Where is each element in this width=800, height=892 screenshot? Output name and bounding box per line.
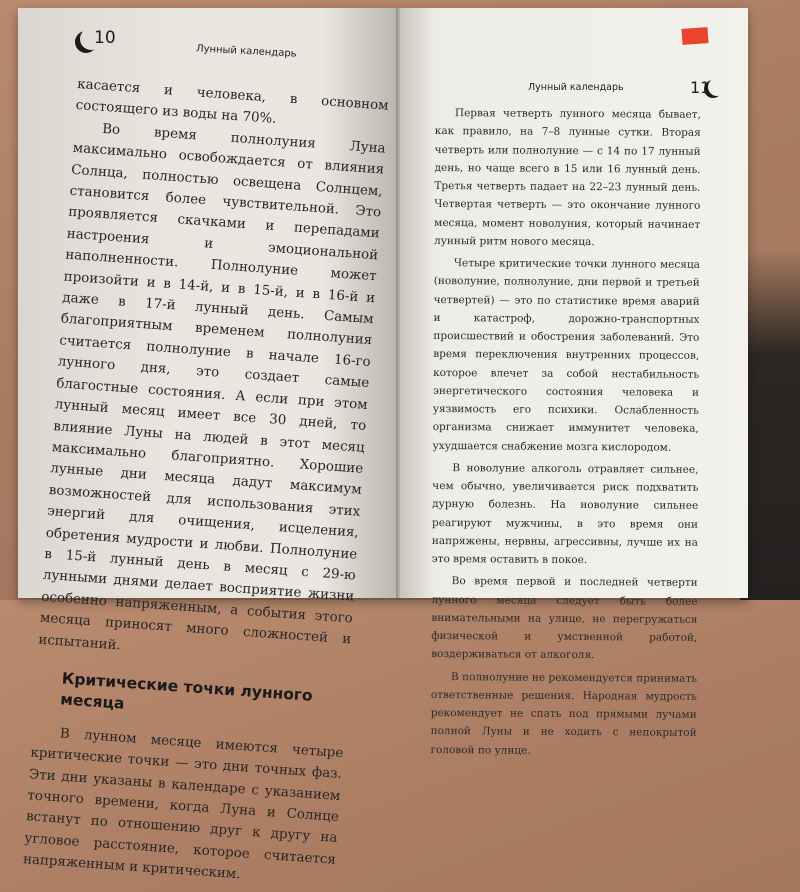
crescent-moon-icon bbox=[708, 78, 726, 96]
bookmark-ribbon bbox=[681, 27, 708, 45]
paragraph: касается и человека, в основном состоящего из воды на 70%. bbox=[75, 76, 390, 128]
paragraph: В полнолуние не рекомендуется принимать ответственные решения. Народная мудрость рекомендует не спать под прямыми лучами полной Луны и не ходить с непокрытой головой по улице. bbox=[430, 670, 698, 757]
table-shadow bbox=[740, 250, 800, 600]
paragraph: Четыре критические точки лунного месяца (новолуние, полнолуние, дни первой и третьей четвертей) — это по статистике время аварий и катастроф, дорожно-транспортных происшествий и обострения заболеваний. Это время переключения внутренних процессов, которое влечет за собой нестабильность энергетического состояния человека и уязвимость его психики. Ослабленность организма снижает иммунитет человека, ухудшается снабжение мозга кислородом. bbox=[432, 257, 700, 454]
paragraph: Во время полнолуния Луна максимально освобождается от влияния Солнца, полностью освещена Солнцем, становится более чувствительной. Это проявляется скачками и перепадами настроения и эмоциональной наполненности. Полнолуние может произойти и в 14-й, и в 15-й, и в 16-й и даже в 17-й лунный день. Самым благоприятным временем полнолуния считается полнолуние в начале 16-го лунного дня, это создает самые благостные состояния. А если при этом лунный месяц имеет все 30 дней, то влияние Луны на людей в этот месяц максимально благоприятно. Хорошие лунные дни месяца дадут максимум возможностей для использования этих энергий для очищения, исцеления, обретения мудрости и любви. Полнолуние в 15-й лунный день в месяц с 29-ю лунными днями делает восприятие жизни особенно напряженным, а события этого месяца приносят много сложностей и испытаний. bbox=[37, 121, 387, 653]
right-page bbox=[400, 8, 748, 757]
paragraph: В новолуние алкоголь отравляет сильнее, чем обычно, увеличивается риск подхватить дурную болезнь. На новолуние сильнее реагируют мужчины, в это время они напряжены, нервны, агрессивны, лучше их на это время оставить в покое. bbox=[431, 461, 699, 567]
page-number: 10 bbox=[94, 28, 116, 48]
section-heading: Критические точки лунного месяца bbox=[59, 669, 314, 714]
running-head: Лунный календарь bbox=[528, 82, 624, 93]
left-page bbox=[18, 8, 398, 883]
page-number: 11 bbox=[690, 78, 711, 97]
paragraph: Первая четверть лунного месяца бывает, как правило, на 7–8 лунные сутки. Вторая четверть или полнолуние — с 14 по 17 лунный день, но чаще всего в 15 или 16 лунный день. Третья четверть падает на 22–23 лунный день. Четвертая четверть — это окончание лунного месяца, момент новолуния, который начинает лунный ритм нового месяца. bbox=[434, 107, 701, 248]
paragraph: Во время первой и последней четверти лунного месяца следует быть более внимательными на улице, не перегружаться физической и умственной работой, воздерживаться от алкоголя. bbox=[431, 575, 698, 662]
left-body-text bbox=[22, 74, 389, 892]
right-body-text bbox=[430, 104, 701, 765]
running-head: Лунный календарь bbox=[195, 43, 297, 60]
paragraph: В лунном месяце имеются четыре критические точки — это дни точных фаз. Эти дни указаны в календаре с указанием точного времени, когда Луна и Солнце встанут по отношению друг к другу на угловое расстояние, которое считается напряженным и критическим. bbox=[22, 726, 344, 883]
open-book bbox=[18, 8, 748, 883]
